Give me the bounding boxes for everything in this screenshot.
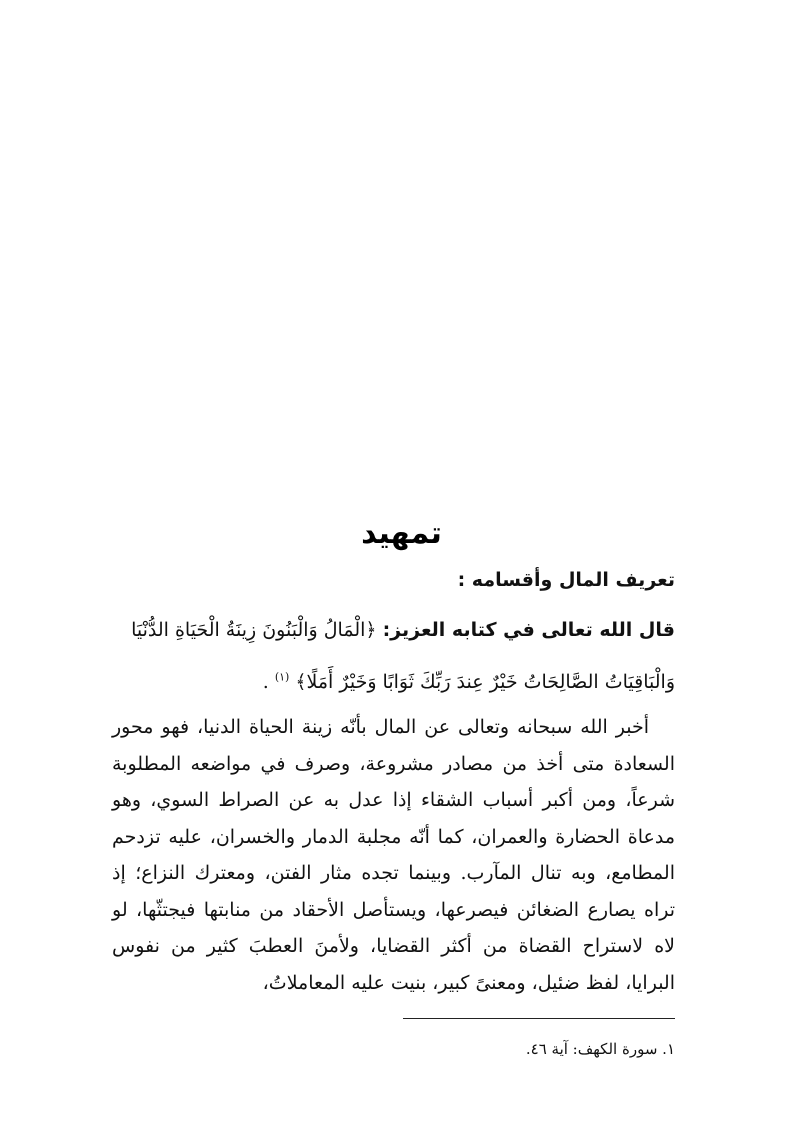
quran-verse: ﴿الْمَالُ وَالْبَنُونَ زِينَةُ الْحَيَاةِ الدُّنْيَا وَالْبَاقِيَاتُ الصَّالِحَاتُ خَيْرٌ عِندَ رَبِّكَ ثَوَابًا وَخَيْرٌ أَمَلًا﴾ <box>131 619 675 693</box>
verse-end-mark: . <box>262 671 269 693</box>
footnote-divider <box>403 1018 675 1019</box>
footnote: ١. سورة الكهف: آية ٤٦. <box>525 1040 675 1058</box>
footnote-reference[interactable]: (١) <box>274 670 290 684</box>
quran-verse-block <box>112 604 675 708</box>
body-paragraph: أخبر الله سبحانه وتعالى عن المال بأنّه زينة الحياة الدنيا، فهو محور السعادة متى أخذ من مصادر مشروعة، وصرف في مواضعه المطلوبة شرعاً، ومن أكبر أسباب الشقاء إذا عدل به عن الصراط السوي، وهو مدعاة الحضارة والعمران، كما أنّه مجلبة الدمار والخسران، عليه تزدحم المطامع، وبه تنال المآرب. وبينما تجده مثار الفتن، ومعترك النزاع؛ إذ تراه يصارع الضغائن فيصرعها، ويستأصل الأحقاد من منابتها فيجتثّها، لو لاه لاستراح القضاة من أكثر القضايا، ولأمنَ العطبَ كثير من نفوس البرايا، لفظ ضئيل، ومعنىً كبير، بنيت عليه المعاملاتُ، <box>112 716 676 994</box>
chapter-title: تمهيد <box>361 516 442 551</box>
section-heading: تعريف المال وأقسامه : <box>457 569 675 591</box>
verse-intro: قال الله تعالى في كتابه العزيز: <box>382 619 675 641</box>
